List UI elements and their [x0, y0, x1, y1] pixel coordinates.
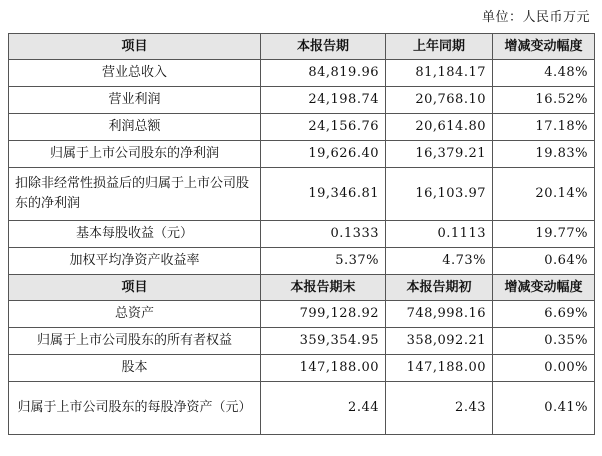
row-item: 营业利润 [9, 87, 261, 114]
row-change: 17.18% [493, 114, 595, 141]
table-row [9, 114, 595, 141]
row-previous: 20,614.80 [386, 114, 493, 141]
table-row [9, 87, 595, 114]
row-previous: 81,184.17 [386, 60, 493, 87]
section1-header-row [9, 34, 595, 60]
row-current: 84,819.96 [261, 60, 386, 87]
header-previous-period: 上年同期 [386, 34, 493, 60]
row-previous: 4.73% [386, 248, 493, 275]
section2-header-row [9, 275, 595, 301]
row-current: 24,198.74 [261, 87, 386, 114]
row-current: 799,128.92 [261, 301, 386, 328]
row-item: 归属于上市公司股东的每股净资产（元） [9, 382, 261, 435]
table-row [9, 60, 595, 87]
row-item: 股本 [9, 355, 261, 382]
header-change: 增减变动幅度 [493, 275, 595, 301]
row-previous: 0.1113 [386, 221, 493, 248]
row-item: 利润总额 [9, 114, 261, 141]
row-current: 0.1333 [261, 221, 386, 248]
row-current: 5.37% [261, 248, 386, 275]
row-item: 加权平均净资产收益率 [9, 248, 261, 275]
row-previous: 20,768.10 [386, 87, 493, 114]
row-previous: 2.43 [386, 382, 493, 435]
row-change: 0.00% [493, 355, 595, 382]
header-current-period: 本报告期 [261, 34, 386, 60]
row-change: 20.14% [493, 168, 595, 221]
row-item: 营业总收入 [9, 60, 261, 87]
row-current: 147,188.00 [261, 355, 386, 382]
table-row [9, 168, 595, 221]
row-item: 归属于上市公司股东的净利润 [9, 141, 261, 168]
header-period-start: 本报告期初 [386, 275, 493, 301]
row-change: 0.64% [493, 248, 595, 275]
row-previous: 748,998.16 [386, 301, 493, 328]
row-previous: 16,379.21 [386, 141, 493, 168]
header-item: 项目 [9, 34, 261, 60]
row-change: 6.69% [493, 301, 595, 328]
row-previous: 147,188.00 [386, 355, 493, 382]
row-change: 0.41% [493, 382, 595, 435]
table-row [9, 355, 595, 382]
row-change: 0.35% [493, 328, 595, 355]
header-period-end: 本报告期末 [261, 275, 386, 301]
row-current: 19,626.40 [261, 141, 386, 168]
row-change: 16.52% [493, 87, 595, 114]
row-current: 19,346.81 [261, 168, 386, 221]
header-item: 项目 [9, 275, 261, 301]
row-item: 基本每股收益（元） [9, 221, 261, 248]
table-row [9, 328, 595, 355]
row-current: 359,354.95 [261, 328, 386, 355]
table-row [9, 141, 595, 168]
row-item: 归属于上市公司股东的所有者权益 [9, 328, 261, 355]
table-row [9, 382, 595, 435]
row-previous: 358,092.21 [386, 328, 493, 355]
row-current: 2.44 [261, 382, 386, 435]
row-change: 19.77% [493, 221, 595, 248]
row-change: 19.83% [493, 141, 595, 168]
financial-summary-table [8, 33, 595, 435]
table-row [9, 248, 595, 275]
row-change: 4.48% [493, 60, 595, 87]
table-row [9, 221, 595, 248]
unit-label: 单位：人民币万元 [481, 10, 590, 25]
row-item: 总资产 [9, 301, 261, 328]
row-current: 24,156.76 [261, 114, 386, 141]
header-change: 增减变动幅度 [493, 34, 595, 60]
row-item: 扣除非经常性损益后的归属于上市公司股东的净利润 [9, 168, 261, 221]
table-row [9, 301, 595, 328]
row-previous: 16,103.97 [386, 168, 493, 221]
